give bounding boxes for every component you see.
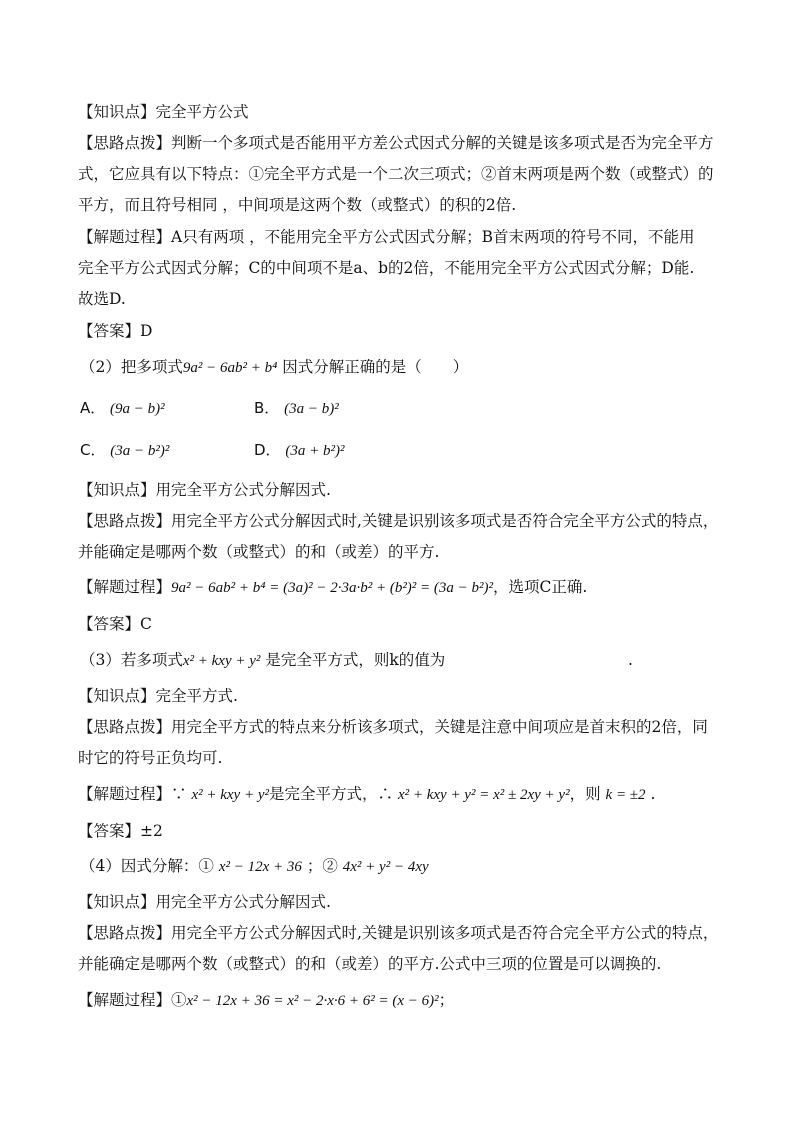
option-d-expression: (3a + b²)²	[285, 443, 345, 459]
solution-3	[78, 783, 723, 806]
solution-4-expression: x² − 12x + 36 = x² − 2·x·6 + 6² = (x − 6)²	[186, 993, 439, 1009]
solution-2-suffix: ，选项C正确.	[493, 578, 588, 596]
question-2	[80, 356, 725, 379]
solution-2	[78, 576, 723, 599]
question-2-suffix: 因式分解正确的是（ ）	[282, 358, 469, 376]
hint-3-line-1: 【思路点拨】用完全平方式的特点来分析该多项式，关键是注意中间项应是首末积的2倍，同	[78, 718, 708, 736]
option-a-expression: (9a − b)²	[110, 401, 165, 417]
question-4-expression-2: 4x² + y² − 4xy	[342, 859, 429, 875]
question-4-expression-1: x² − 12x + 36	[218, 859, 302, 875]
solution-3-expression-2: x² + kxy + y² = x² ± 2xy + y²	[397, 787, 570, 803]
solution-3-prefix: 【解题过程】∵	[78, 785, 187, 803]
hint-4-line-1: 【思路点拨】用完全平方公式分解因式时,关键是识别该多项式是否符合完全平方公式的特点，	[78, 924, 719, 942]
question-2-prefix: （2）把多项式	[80, 358, 183, 376]
question-3-blank-end: .	[628, 651, 633, 669]
question-2-expression: 9a² − 6ab² + b⁴	[182, 360, 278, 376]
knowledge-point-1: 【知识点】完全平方公式	[78, 103, 249, 121]
option-a	[80, 397, 165, 418]
hint-2-line-1: 【思路点拨】用完全平方公式分解因式时,关键是识别该多项式是否符合完全平方公式的特点，	[78, 512, 719, 530]
hint-2-line-2: 并能确定是哪两个数（或整式）的和（或差）的平方.	[78, 543, 440, 561]
question-4-separator: ；②	[306, 857, 338, 875]
knowledge-point-4: 【知识点】用完全平方公式分解因式.	[78, 893, 331, 911]
solution-3-end: .	[650, 785, 656, 803]
solution-1-line-2: 完全平方公式因式分解；C的中间项不是a、b的2倍，不能用完全平方公式因式分解；D能.	[78, 259, 695, 277]
solution-1-line-1: 【解题过程】A只有两项 ，不能用完全平方公式因式分解；B首末两项的符号不同，不能用	[78, 228, 695, 246]
answer-3: 【答案】±2	[78, 822, 163, 840]
option-c-expression: (3a − b²)²	[110, 443, 170, 459]
hint-1-line-1: 【思路点拨】判断一个多项式是否能用平方差公式因式分解的关键是该多项式是否为完全平方	[78, 134, 714, 152]
hint-3-line-2: 时它的符号正负均可.	[78, 749, 223, 767]
hint-1-line-3: 平方，而且符号相同 ，中间项是这两个数（或整式）的积的2倍.	[78, 196, 517, 214]
question-3-expression: x² + kxy + y²	[182, 653, 261, 669]
hint-1-line-2: 式，它应具有以下特点：①完全平方式是一个二次三项式；②首末两项是两个数（或整式）的	[78, 165, 714, 183]
option-c	[80, 439, 169, 460]
solution-1-line-3: 故选D.	[78, 290, 126, 308]
question-4-prefix: （4）因式分解：①	[80, 857, 214, 875]
question-4	[80, 855, 725, 878]
question-3-prefix: （3）若多项式	[80, 651, 183, 669]
solution-2-prefix: 【解题过程】	[78, 578, 172, 596]
question-3-suffix: 是完全平方式，则k的值为	[265, 651, 446, 669]
option-d	[254, 439, 344, 460]
answer-1: 【答案】D	[78, 322, 153, 340]
solution-3-expression-1: x² + kxy + y²	[191, 787, 269, 803]
knowledge-point-3: 【知识点】完全平方式.	[78, 687, 238, 705]
solution-4-suffix: ；	[438, 991, 455, 1009]
solution-4-prefix: 【解题过程】①	[78, 991, 187, 1009]
option-b	[254, 397, 339, 418]
solution-3-text-1: 是完全平方式，∴	[268, 785, 393, 803]
solution-3-expression-3: k = ±2	[605, 787, 646, 803]
solution-4	[78, 989, 723, 1012]
option-b-label: B．	[254, 399, 280, 417]
option-d-label: D．	[254, 441, 281, 459]
answer-2: 【答案】C	[78, 615, 152, 633]
option-b-expression: (3a − b)²	[284, 401, 339, 417]
knowledge-point-2: 【知识点】用完全平方公式分解因式.	[78, 481, 331, 499]
solution-2-expression: 9a² − 6ab² + b⁴ = (3a)² − 2·3a·b² + (b²)² = (3a − b²)²	[171, 580, 494, 596]
option-a-label: A．	[80, 399, 106, 417]
option-c-label: C．	[80, 441, 106, 459]
hint-4-line-2: 并能确定是哪两个数（或整式）的和（或差）的平方.公式中三项的位置是可以调换的.	[78, 955, 662, 973]
solution-3-text-2: ，则	[569, 785, 601, 803]
